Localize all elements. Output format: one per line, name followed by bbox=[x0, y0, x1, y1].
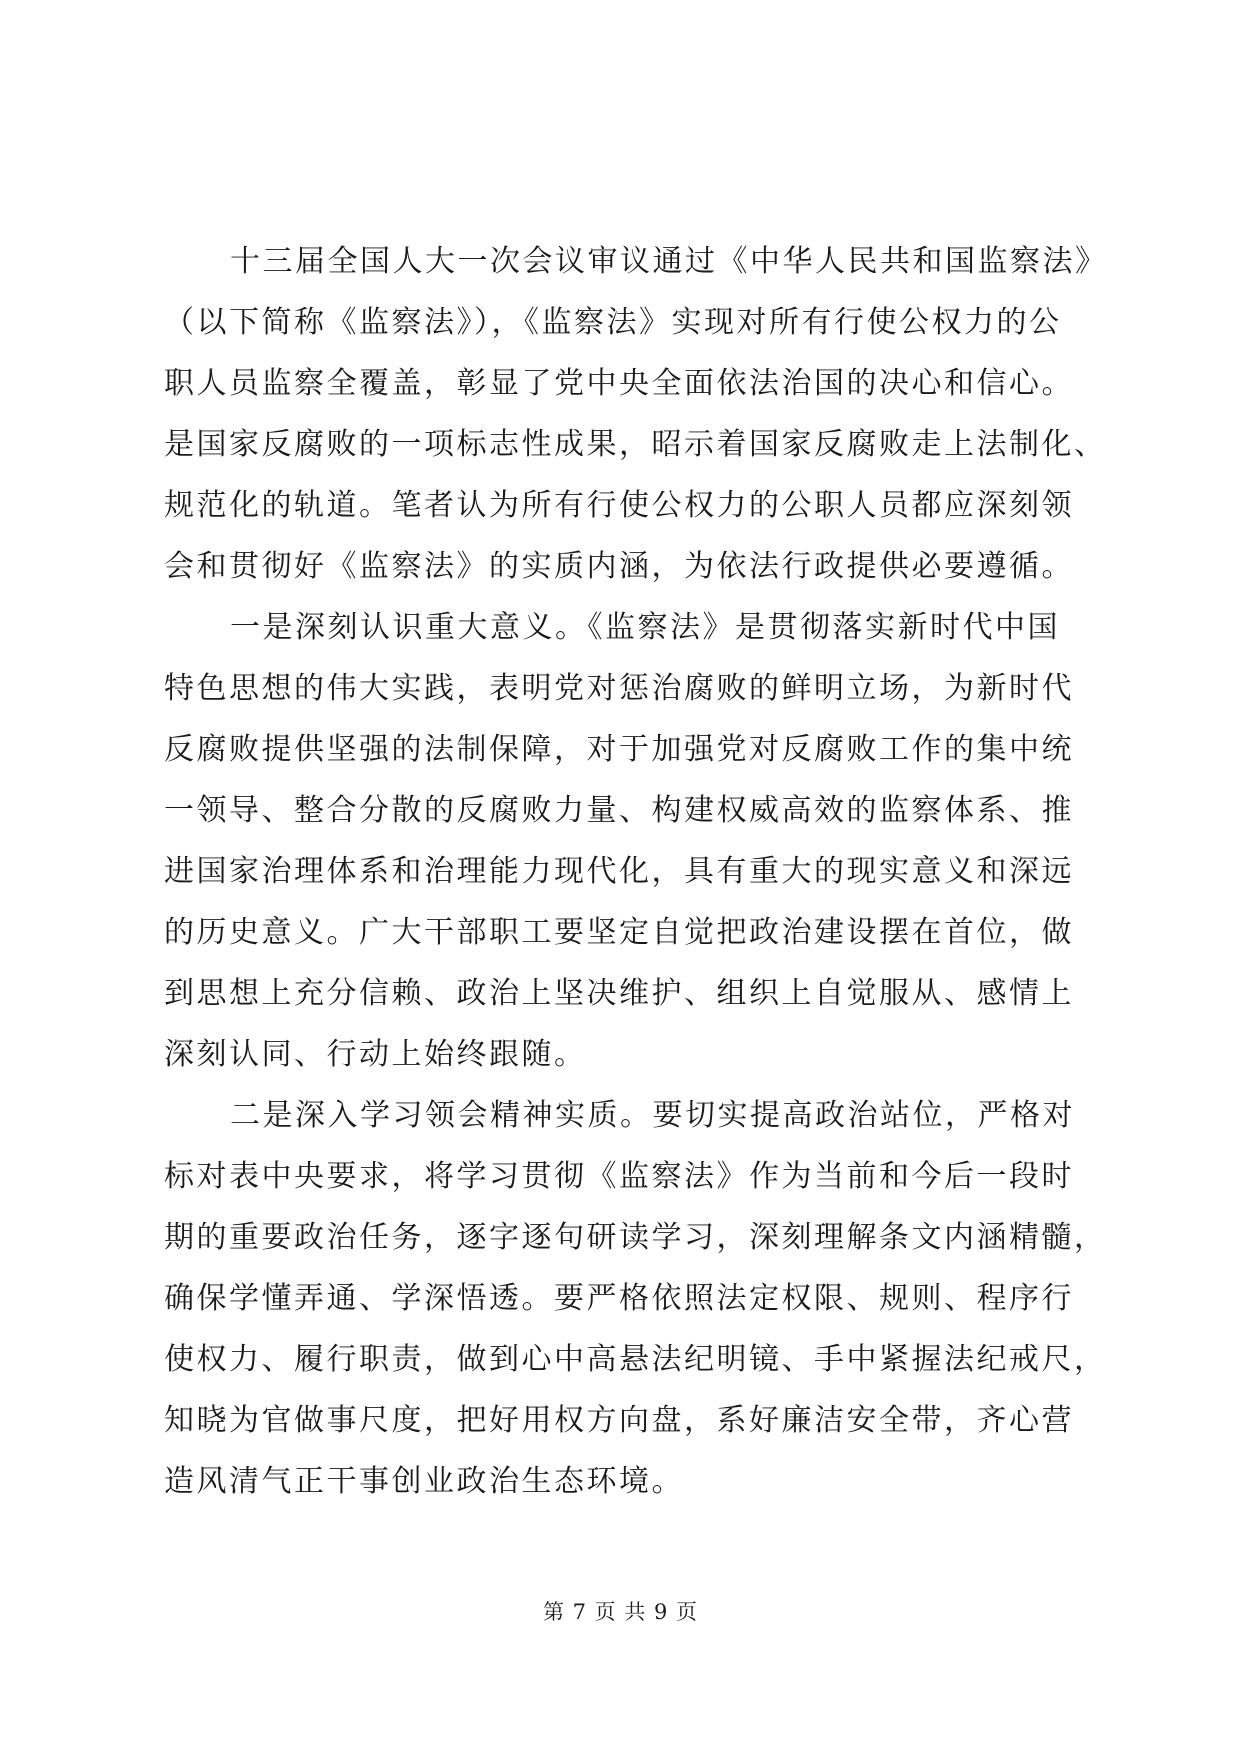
text-line: 一是深刻认识重大意义。《监察法》是贯彻落实新时代中国 bbox=[230, 610, 1060, 645]
paragraph-intro bbox=[164, 231, 1108, 597]
text-line: 是国家反腐败的一项标志性成果，昭示着国家反腐败走上法制化、 bbox=[164, 427, 1107, 462]
text-line: 十三届全国人大一次会议审议通过《中华人民共和国监察法》 bbox=[230, 244, 1108, 279]
text-line: 到思想上充分信赖、政治上坚决维护、组织上自觉服从、感情上 bbox=[164, 976, 1074, 1011]
text-line: 会和贯彻好《监察法》的实质内涵，为依法行政提供必要遵循。 bbox=[164, 549, 1074, 584]
paragraph-point-one bbox=[164, 597, 1094, 1085]
text-line: 二是深入学习领会精神实质。要切实提高政治站位，严格对 bbox=[230, 1098, 1075, 1133]
page-number-footer: 第 7 页 共 9 页 bbox=[542, 1600, 699, 1624]
text-line: 造风清气正干事创业政治生态环境。 bbox=[164, 1464, 684, 1499]
text-line: 知晓为官做事尺度，把好用权方向盘，系好廉洁安全带，齐心营 bbox=[164, 1403, 1074, 1438]
text-line: 职人员监察全覆盖，彰显了党中央全面依法治国的决心和信心。 bbox=[164, 366, 1074, 401]
text-line: 确保学懂弄通、学深悟透。要严格依照法定权限、规则、程序行 bbox=[164, 1281, 1074, 1316]
text-line: 规范化的轨道。笔者认为所有行使公权力的公职人员都应深刻领 bbox=[164, 488, 1074, 523]
text-line: 的历史意义。广大干部职工要坚定自觉把政治建设摆在首位，做 bbox=[164, 915, 1074, 950]
text-line: 期的重要政治任务，逐字逐句研读学习，深刻理解条文内涵精髓， bbox=[164, 1220, 1107, 1255]
paragraph-point-two bbox=[164, 1085, 1107, 1512]
text-line: 标对表中央要求，将学习贯彻《监察法》作为当前和今后一段时 bbox=[164, 1159, 1074, 1194]
text-line: （以下简称《监察法》），《监察法》实现对所有行使公权力的公 bbox=[164, 305, 1062, 340]
text-line: 使权力、履行职责，做到心中高悬法纪明镜、手中紧握法纪戒尺， bbox=[164, 1342, 1107, 1377]
document-body bbox=[164, 231, 1108, 1512]
text-line: 一领导、整合分散的反腐败力量、构建权威高效的监察体系、推 bbox=[164, 793, 1074, 828]
text-line: 深刻认同、行动上始终跟随。 bbox=[164, 1037, 587, 1072]
text-line: 进国家治理体系和治理能力现代化，具有重大的现实意义和深远 bbox=[164, 854, 1074, 889]
text-line: 反腐败提供坚强的法制保障，对于加强党对反腐败工作的集中统 bbox=[164, 732, 1074, 767]
text-line: 特色思想的伟大实践，表明党对惩治腐败的鲜明立场，为新时代 bbox=[164, 671, 1074, 706]
